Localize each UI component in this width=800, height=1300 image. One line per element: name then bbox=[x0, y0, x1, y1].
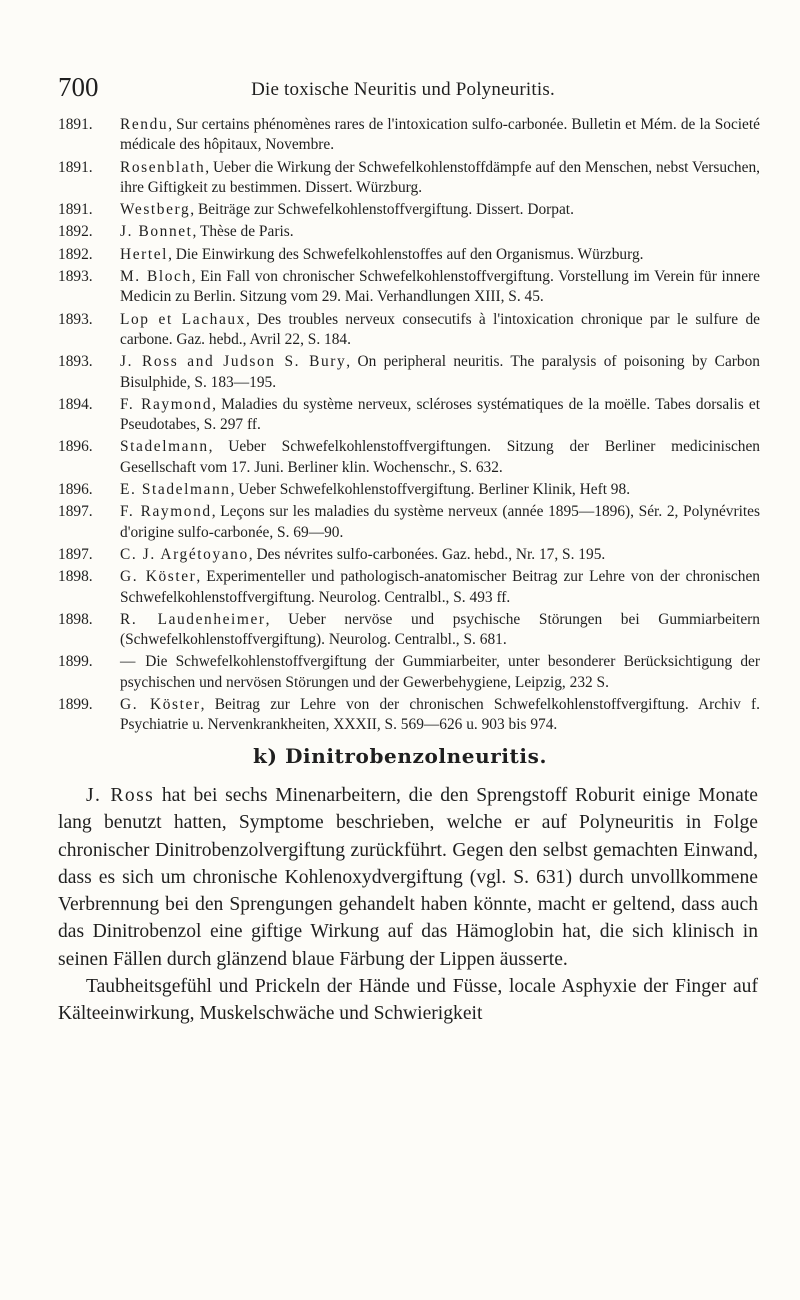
bibliography-entry bbox=[58, 310, 760, 351]
bibliography-entry bbox=[58, 437, 760, 478]
entry-year: 1892. bbox=[58, 245, 93, 263]
entry-author: F. Raymond bbox=[120, 395, 213, 413]
entry-author: Lop et Lachaux bbox=[120, 310, 246, 328]
entry-year: 1892. bbox=[58, 223, 93, 241]
entry-text: , Ueber die Wirkung der Schwefelkohlenstoffdämpfe auf den Menschen, nebst Versuchen, ihre Giftigkeit zu bestimmen. Dissert. Würzburg. bbox=[120, 158, 760, 196]
entry-year: 1898. bbox=[58, 568, 93, 586]
entry-text: , Experimenteller und pathologisch-anatomischer Beitrag zur Lehre von der chronischen Schwefelkohlenstoffvergiftung. Neurolog. Centralbl., S. 493 ff. bbox=[120, 568, 760, 606]
entry-text: , Ueber Schwefelkohlenstoffvergiftungen. Sitzung der Berliner medicinischen Gesellschaft vom 17. Juni. Berliner klin. Wochenschr., S. 632. bbox=[120, 438, 760, 476]
bibliography-entry bbox=[58, 267, 760, 308]
bibliography-entry bbox=[58, 610, 760, 651]
entry-author: J. Bonnet bbox=[120, 223, 193, 241]
entry-author: Stadelmann bbox=[120, 438, 209, 456]
entry-year: 1893. bbox=[58, 268, 93, 286]
entry-text: , Ein Fall von chronischer Schwefelkohlenstoffvergiftung. Vorstellung im Verein für innere Medicin zu Berlin. Sitzung vom 29. Mai. Verhandlungen XIII, S. 45. bbox=[120, 268, 760, 306]
bibliography-entry bbox=[58, 567, 760, 608]
entry-author: Westberg bbox=[120, 201, 191, 219]
bibliography-entry bbox=[58, 222, 760, 242]
entry-year: 1896. bbox=[58, 438, 93, 456]
entry-text: , Leçons sur les maladies du système nerveux (année 1895—1896), Sér. 2, Polynévrites d'origine sulfo-carbonée, S. 69—90. bbox=[120, 503, 760, 541]
entry-text: , Sur certains phénomènes rares de l'intoxication sulfo-carbonée. Bulletin et Mém. de la Societé médicale des hôpitaux, Novembre. bbox=[120, 116, 760, 154]
entry-author: R. Laudenheimer bbox=[120, 610, 266, 628]
running-title: Die toxische Neuritis und Polyneuritis. bbox=[251, 79, 555, 100]
entry-text: , Des névrites sulfo-carbonées. Gaz. hebd., Nr. 17, S. 195. bbox=[248, 545, 606, 563]
entry-year: 1897. bbox=[58, 545, 93, 563]
entry-text: , Die Einwirkung des Schwefelkohlenstoffes auf den Organismus. Würzburg. bbox=[168, 245, 644, 263]
entry-year: 1898. bbox=[58, 610, 93, 628]
entry-author: C. J. Argétoyano bbox=[120, 545, 249, 563]
entry-text: Die Schwefelkohlenstoffvergiftung der Gummiarbeiter, unter besonderer Berücksichtigung der psychischen und nervösen Störungen und der Gewerbehygiene, Leipzig, 232 S. bbox=[120, 653, 760, 691]
entry-author: G. Köster bbox=[120, 568, 197, 586]
bibliography-entry bbox=[58, 502, 760, 543]
entry-author: Rendu bbox=[120, 116, 169, 133]
entry-author: Rosenblath bbox=[120, 158, 206, 176]
section-heading: k) Dinitrobenzolneuritis. bbox=[252, 744, 548, 768]
entry-author: F. Raymond bbox=[120, 503, 212, 521]
entry-year: 1899. bbox=[58, 653, 93, 671]
entry-author: Hertel bbox=[120, 245, 169, 263]
entry-text: , Ueber Schwefelkohlenstoffvergiftung. Berliner Klinik, Heft 98. bbox=[230, 481, 631, 499]
entry-year: 1893. bbox=[58, 310, 93, 328]
bibliography-entry bbox=[58, 158, 760, 199]
entry-year: 1899. bbox=[58, 696, 93, 714]
bibliography-entry bbox=[58, 115, 760, 156]
bibliography-entry bbox=[58, 395, 760, 436]
bibliography-entry bbox=[58, 480, 760, 500]
entry-year: 1896. bbox=[58, 481, 93, 499]
entry-year: 1891. bbox=[58, 116, 93, 133]
bibliography-entry bbox=[58, 652, 760, 693]
bibliography-entry bbox=[58, 200, 760, 220]
entry-author: G. Köster bbox=[120, 696, 201, 714]
bibliography-list bbox=[58, 115, 760, 738]
entry-author: E. Stadelmann bbox=[120, 481, 231, 499]
paragraph-text: hat bei sechs Minenarbeitern, die den Sprengstoff Roburit einige Monate lang benutzt hatten, Symptome beschrieben, welche er auf Polyneuritis in Folge chronischer Dinitrobenzolvergiftung zurückführt. Gegen den selbst gemachten Einwand, dass es sich um chronische Kohlenoxydvergiftung (vgl. S. 631) durch unvollkommene Verbrennung bei den Sprengungen gehandelt haben könnte, macht er geltend, dass auch das Dinitrobenzol eine giftige Wirkung auf das Hämoglobin hat, die sich klinisch in seinen Fällen durch glänzend blaue Färbung der Lippen äusserte. bbox=[58, 785, 758, 970]
entry-year: 1897. bbox=[58, 503, 93, 521]
entry-text: , Beitrag zur Lehre von der chronischen Schwefelkohlenstoffvergiftung. Archiv f. Psychiatrie u. Nervenkrankheiten, XXXII, S. 569—626 u. 903 bis 974. bbox=[120, 696, 760, 734]
paragraph bbox=[58, 782, 758, 973]
bibliography-entry bbox=[58, 695, 760, 736]
entry-author: J. Ross and Judson S. Bury bbox=[120, 353, 347, 371]
page-header bbox=[58, 72, 748, 106]
paragraph-author: J. Ross bbox=[86, 785, 155, 806]
entry-year: 1893. bbox=[58, 353, 93, 371]
bibliography-entry bbox=[58, 545, 760, 565]
entry-author: M. Bloch bbox=[120, 268, 192, 286]
bibliography-entry bbox=[58, 352, 760, 393]
entry-text: , Thèse de Paris. bbox=[192, 223, 294, 241]
entry-year: 1894. bbox=[58, 395, 93, 413]
bibliography-entry bbox=[58, 245, 760, 265]
paragraph-text: Taubheitsgefühl und Prickeln der Hände und Füsse, locale Asphyxie der Finger auf Kälteeinwirkung, Muskelschwäche und Schwierigkeit bbox=[58, 976, 758, 1025]
entry-year: 1891. bbox=[58, 201, 93, 219]
entry-text: , Ueber nervöse und psychische Störungen bei Gummiarbeitern (Schwefelkohlenstoffvergiftung). Neurolog. Centralbl., S. 681. bbox=[120, 610, 760, 649]
entry-text: , On peripheral neuritis. The paralysis of poisoning by Carbon Bisulphide, S. 183—195. bbox=[120, 353, 760, 391]
paragraph bbox=[58, 973, 758, 1028]
entry-year: 1891. bbox=[58, 158, 93, 176]
body-text bbox=[58, 782, 758, 1028]
entry-text: , Maladies du système nerveux, scléroses systématiques de la moëlle. Tabes dorsalis et Pseudotabes, S. 297 ff. bbox=[120, 395, 760, 434]
entry-author: — bbox=[120, 653, 137, 671]
entry-text: , Beiträge zur Schwefelkohlenstoffvergiftung. Dissert. Dorpat. bbox=[190, 201, 574, 219]
entry-text: , Des troubles nerveux consecutifs à l'intoxication chronique par le sulfure de carbone. Gaz. hebd., Avril 22, S. 184. bbox=[120, 310, 760, 348]
page-number: 700 bbox=[58, 72, 99, 102]
